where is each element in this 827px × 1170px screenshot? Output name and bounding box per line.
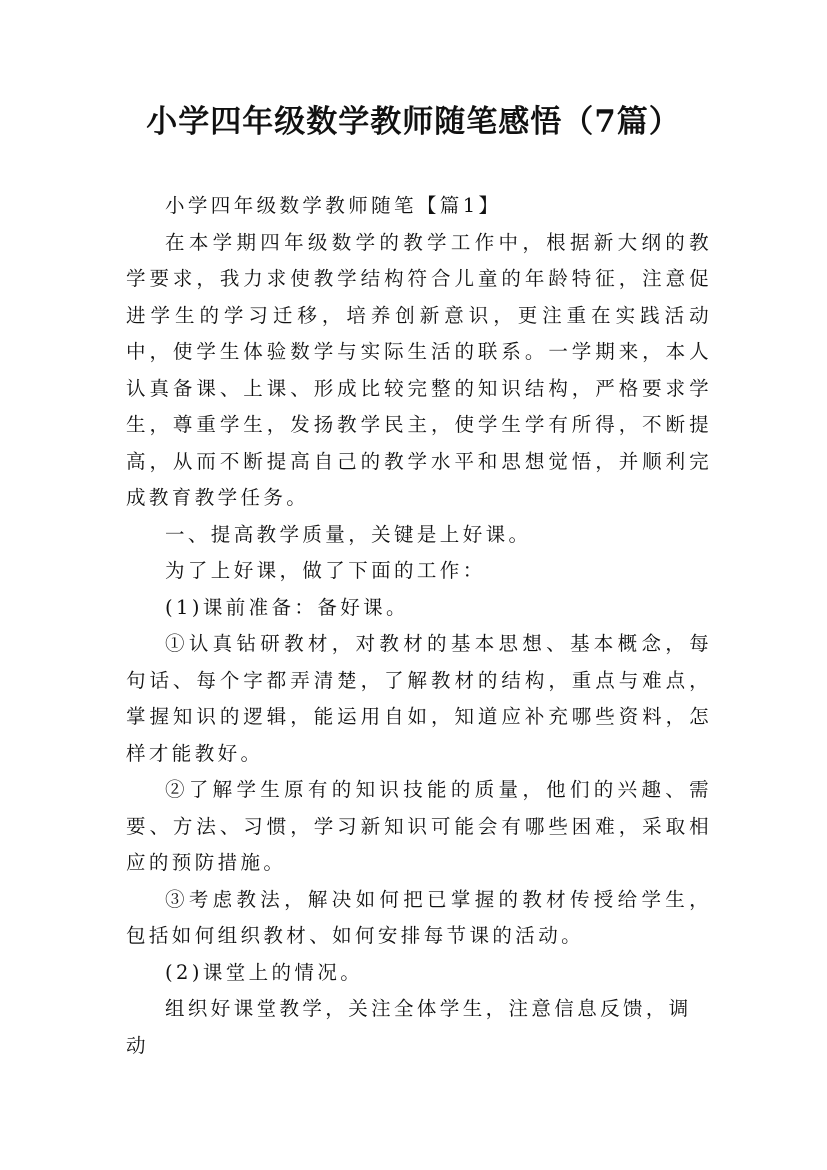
paragraph: 为了上好课，做了下面的工作： xyxy=(165,559,486,582)
paragraph: 在本学期四年级数学的教学工作中，根据新大纲的教学要求，我力求使教学结构符合儿童的年龄特征，注意促进学生的学习迁移，培养创新意识，更注重在实践活动中，使学生体验数学与实际生活的联系。一学期来，本人认真备课、上课、形成比较完整的知识结构，严格要求学生，尊重学生，发扬教学民主，使学生学有所得，不断提高，从而不断提高自己的教学水平和思想觉悟，并顺利完成教育教学任务。 xyxy=(126,230,712,509)
paragraph: 组织好课堂教学，关注全体学生，注意信息反馈，调动 xyxy=(126,997,692,1057)
section-heading: 小学四年级数学教师随笔【篇1】 xyxy=(165,194,502,217)
paragraph: ③考虑教法，解决如何把已掌握的教材传授给学生，包括如何组织教材、如何安排每节课的活动。 xyxy=(126,887,712,947)
paragraph: ②了解学生原有的知识技能的质量，他们的兴趣、需要、方法、习惯，学习新知识可能会有哪些困难，采取相应的预防措施。 xyxy=(126,778,712,874)
paragraph: (2)课堂上的情况。 xyxy=(165,960,364,984)
document-title: 小学四年级数学教师随笔感悟（7篇） xyxy=(146,104,681,140)
paragraph: ①认真钻研教材，对教材的基本思想、基本概念，每句话、每个字都弄清楚，了解教材的结构，重点与难点，掌握知识的逻辑，能运用自如，知道应补充哪些资料，怎样才能教好。 xyxy=(126,632,712,765)
document-body xyxy=(126,188,712,1064)
paragraph: (1)课前准备：备好课。 xyxy=(165,595,409,619)
paragraph: 一、提高教学质量，关键是上好课。 xyxy=(165,522,532,546)
